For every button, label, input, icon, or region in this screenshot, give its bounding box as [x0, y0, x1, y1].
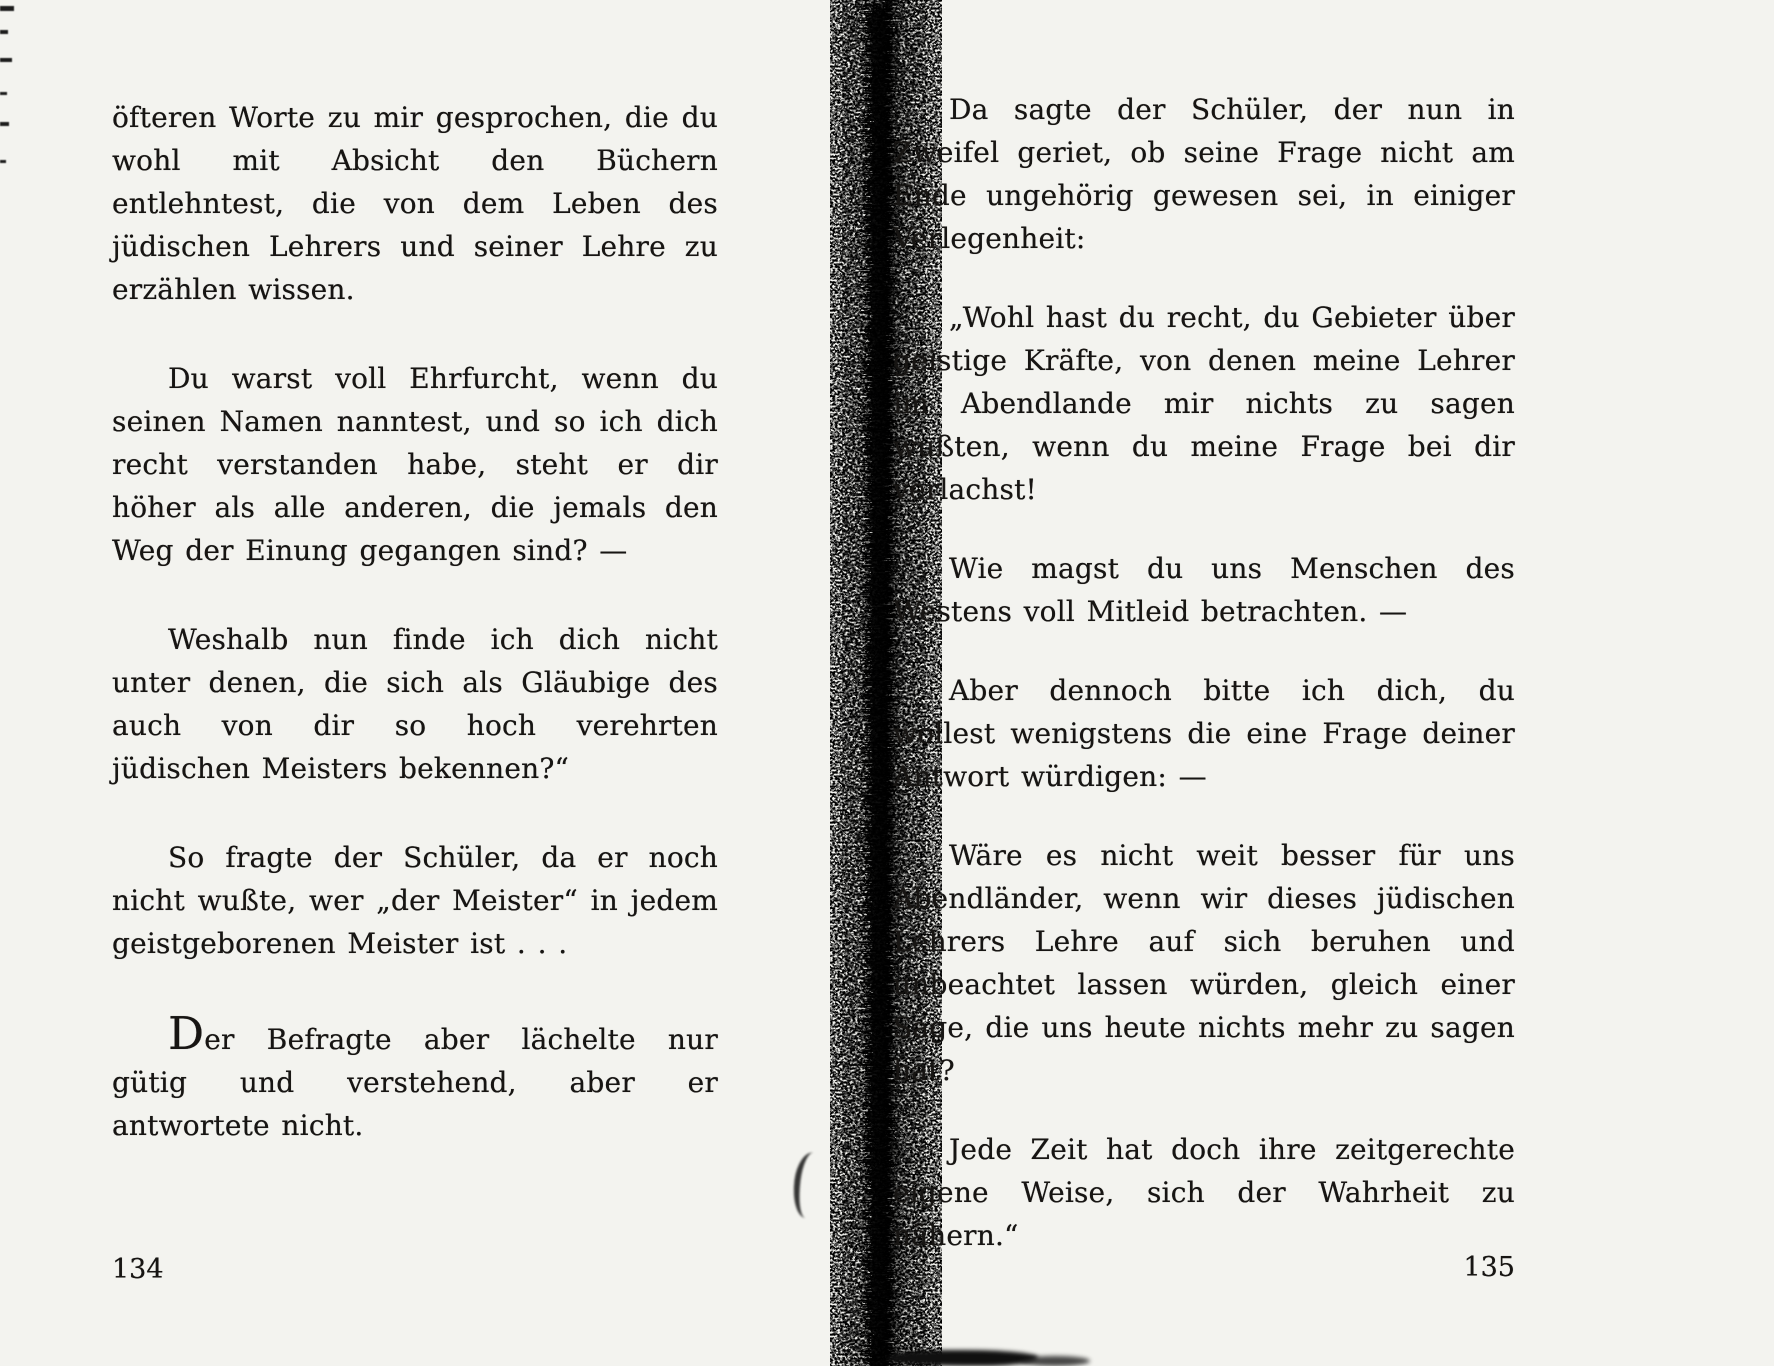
paragraph: Aber dennoch bitte ich dich, du wollest wenigstens die eine Frage deiner Antwort würdigen: —: [893, 674, 1515, 793]
paragraph-text: er Befragte aber lächelte nur gütig und verstehend, aber er antwortete nicht.: [112, 1023, 718, 1142]
scan-artifact: [790, 1151, 824, 1220]
scan-artifact: [0, 92, 7, 95]
paragraph: Weshalb nun finde ich dich nicht unter denen, die sich als Gläubige des auch von dir so hoch verehrten jüdischen Meisters bekennen?“: [112, 623, 718, 785]
paragraph: [112, 1007, 718, 1147]
paragraph: öfteren Worte zu mir gesprochen, die du wohl mit Absicht den Büchern entlehntest, die von dem Leben des jüdischen Lehrers und seiner Lehre zu erzählen wissen.: [112, 101, 718, 306]
page-left: [112, 0, 718, 1366]
drop-cap: D: [168, 1007, 205, 1060]
page-number-right: 135: [1463, 1252, 1515, 1283]
scan-artifact: [1020, 1356, 1090, 1366]
page-number-left: 134: [112, 1254, 164, 1285]
scan-artifact: [0, 30, 8, 34]
paragraph: Du warst voll Ehrfurcht, wenn du seinen Namen nanntest, und so ich dich recht verstanden habe, steht er dir höher als alle anderen, die jemals den Weg der Einung gegangen sind? —: [112, 362, 718, 567]
paragraph: Wäre es nicht weit besser für uns Abendländer, wenn wir dieses jüdischen Lehrers Lehre auf sich beruhen und unbeachtet lassen würden, gleich einer Sage, die uns heute nichts mehr zu sagen hat?: [893, 839, 1515, 1087]
paragraph: Wie magst du uns Menschen des Westens voll Mitleid betrachten. —: [893, 552, 1515, 628]
paragraph: „Wohl hast du recht, du Gebieter über geistige Kräfte, von denen meine Lehrer im Abendlande mir nichts zu sagen wußten, wenn du meine Frage bei dir verlachst!: [893, 301, 1515, 506]
scan-artifact: [0, 6, 14, 11]
scan-artifact: [0, 122, 9, 126]
scan-artifact: [0, 58, 12, 62]
page-right: [893, 0, 1515, 1366]
paragraph: So fragte der Schüler, da er noch nicht wußte, wer „der Meister“ in jedem geistgeborenen Meister ist . . .: [112, 841, 718, 960]
paragraph: Jede Zeit hat doch ihre zeitgerechte eigene Weise, sich der Wahrheit zu nähern.“: [893, 1133, 1515, 1252]
scan-artifact: [888, 1350, 1038, 1366]
paragraph: Da sagte der Schüler, der nun in Zweifel geriet, ob seine Frage nicht am Ende ungehörig gewesen sei, in einiger Verlegenheit:: [893, 93, 1515, 255]
scan-artifact: [0, 160, 6, 163]
